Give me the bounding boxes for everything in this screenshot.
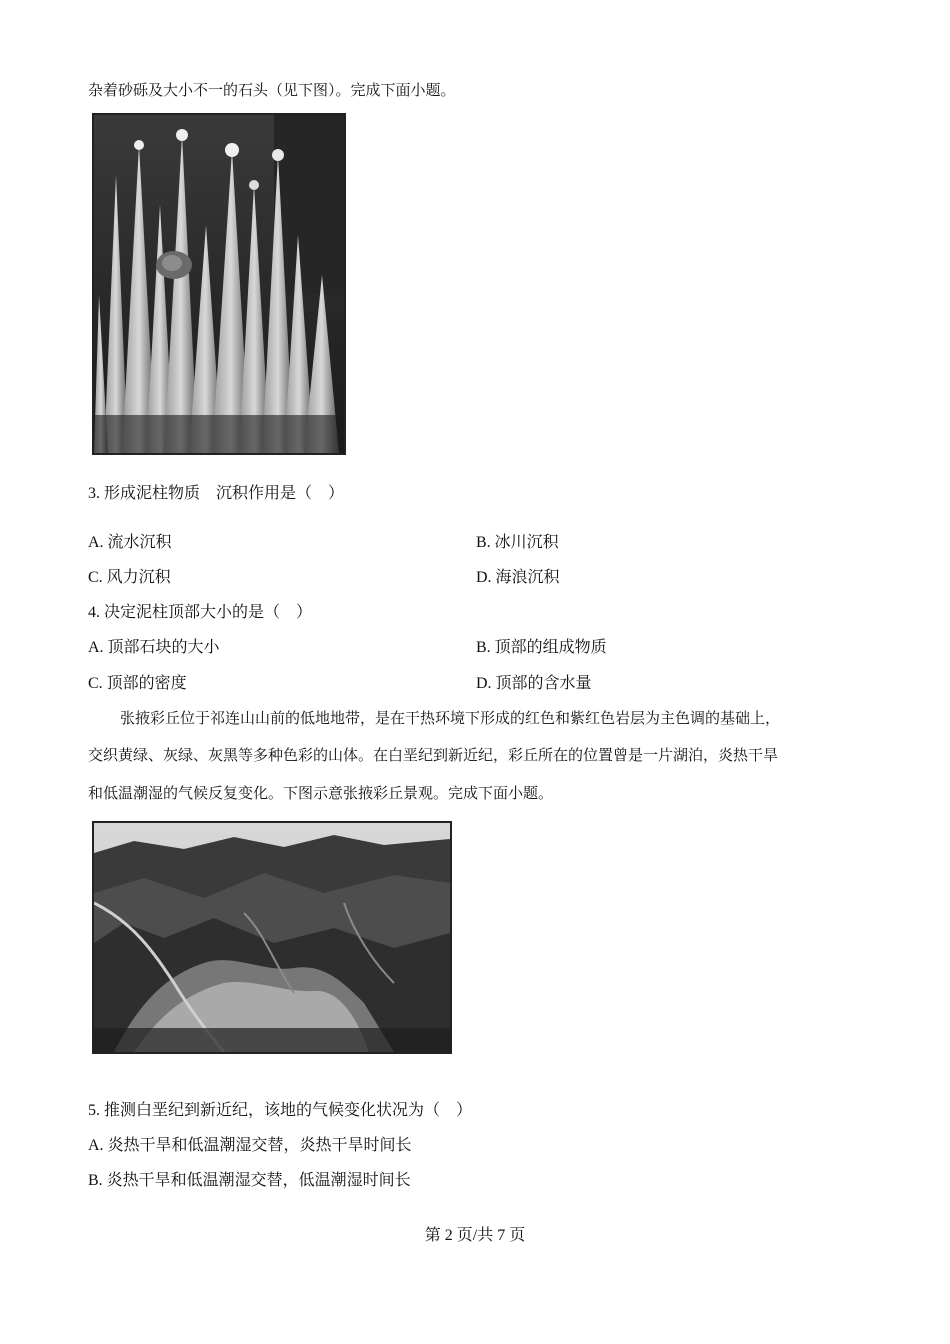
intro-tail-text: 杂着砂砾及大小不一的石头（见下图）。完成下面小题。	[88, 81, 456, 99]
q4-option-d: D. 顶部的含水量	[476, 675, 592, 692]
q3-option-d: D. 海浪沉积	[476, 569, 560, 586]
question-4-stem: 4. 决定泥柱顶部大小的是（ ）	[88, 604, 313, 621]
earth-pillars-photo	[92, 113, 346, 455]
q5-option-b: B. 炎热干旱和低温潮湿交替，低温潮湿时间长	[88, 1172, 411, 1189]
passage-2-line-3: 和低温潮湿的气候反复变化。下图示意张掖彩丘景观。完成下面小题。	[88, 784, 554, 802]
zhangye-danxia-photo	[92, 821, 452, 1054]
question-3-stem: 3. 形成泥柱物质 沉积作用是（ ）	[88, 485, 345, 502]
q4-option-c: C. 顶部的密度	[88, 675, 187, 692]
q4-option-b: B. 顶部的组成物质	[476, 639, 607, 656]
question-5-stem: 5. 推测白垩纪到新近纪，该地的气候变化状况为（ ）	[88, 1102, 473, 1119]
q5-option-a: A. 炎热干旱和低温潮湿交替，炎热干旱时间长	[88, 1137, 412, 1154]
page-footer: 第 2 页/共 7 页	[424, 1227, 526, 1244]
passage-2-line-1: 张掖彩丘位于祁连山山前的低地地带，是在干热环境下形成的红色和紫红色岩层为主色调的基础上，	[120, 709, 781, 727]
q3-option-b: B. 冰川沉积	[476, 534, 559, 551]
q4-option-a: A. 顶部石块的大小	[88, 639, 220, 656]
q3-option-c: C. 风力沉积	[88, 569, 171, 586]
passage-2-line-2: 交织黄绿、灰绿、灰黑等多种色彩的山体。在白垩纪到新近纪，彩丘所在的位置曾是一片湖泊，炎热干旱	[88, 746, 779, 764]
q3-option-a: A. 流水沉积	[88, 534, 172, 551]
